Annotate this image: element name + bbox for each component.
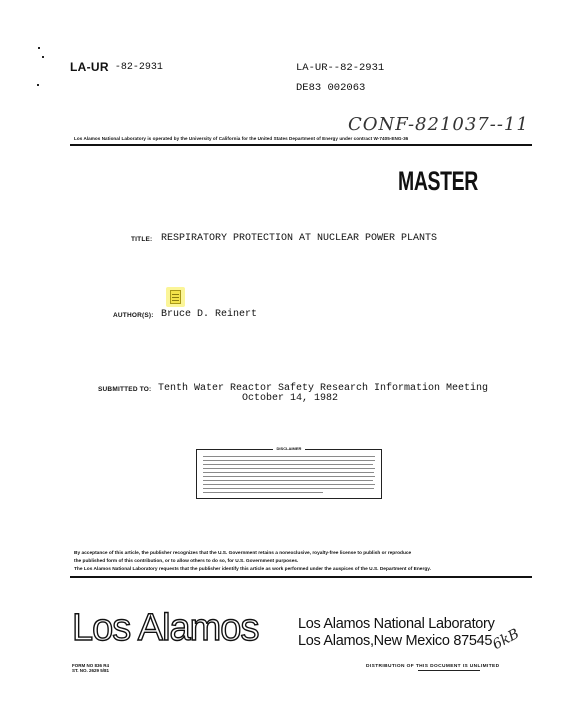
- scan-speck: [37, 84, 39, 86]
- disclaimer-box: [196, 446, 382, 499]
- report-number-left: [70, 60, 163, 74]
- form-number-line: FORM NO 836 R4: [72, 663, 110, 668]
- lab-location: Los Alamos,New Mexico 87545: [298, 633, 493, 649]
- form-number: [72, 663, 109, 673]
- disclaimer-text-line: [203, 480, 373, 481]
- distribution-underline: [418, 670, 480, 671]
- disclaimer-text-line: [203, 464, 373, 465]
- acknowledgement-line: The Los Alamos National Laboratory requests that the publisher identify this article as work performed under the auspices of the U.S. Department of Energy.: [74, 567, 431, 572]
- note-line: [172, 294, 179, 295]
- report-prefix: LA-UR: [70, 60, 109, 74]
- title-label: TITLE:: [131, 236, 153, 243]
- submitted-to-label: SUBMITTED TO:: [98, 386, 152, 393]
- scan-speck: [42, 56, 44, 58]
- disclaimer-text-line: [203, 492, 323, 493]
- acknowledgement-line: By acceptance of this article, the publisher recognizes that the U.S. Government retains a nonexclusive, royalty-free license to publish or reproduce: [74, 551, 412, 556]
- disclaimer-text-line: [203, 488, 374, 489]
- author-value: Bruce D. Reinert: [161, 309, 258, 320]
- acknowledgement-text: [74, 550, 431, 574]
- handwritten-initials: 6kB: [490, 626, 522, 654]
- note-line: [172, 300, 179, 301]
- master-stamp: MASTER: [398, 166, 478, 196]
- disclaimer-text-line: [203, 476, 375, 477]
- submitted-to-venue: Tenth Water Reactor Safety Research Information Meeting: [158, 383, 489, 394]
- note-line: [172, 297, 179, 298]
- submitted-to-date: October 14, 1982: [242, 393, 339, 404]
- disclaimer-title: DISCLAIMER: [197, 446, 381, 451]
- disclaimer-text-line: [203, 472, 374, 473]
- de-number: DE83 002063: [296, 82, 366, 94]
- report-number-right: LA-UR--82-2931: [296, 62, 385, 74]
- acknowledgement-line: the published form of this contribution, or to allow others to do so, for U.S. Government purposes.: [74, 559, 299, 564]
- conf-number-handwritten: CONF-821037--11: [348, 114, 529, 135]
- bottom-divider: [70, 576, 532, 578]
- author-label: AUTHOR(S):: [113, 312, 154, 319]
- disclaimer-text-line: [203, 468, 375, 469]
- operated-by-line: Los Alamos National Laboratory is operated by the University of California for the United States Department of Energy under contract W-7405-ENG-36: [74, 136, 409, 141]
- distribution-statement: DISTRIBUTION OF THIS DOCUMENT IS UNLIMITED: [366, 664, 500, 669]
- disclaimer-text-line: [203, 460, 375, 461]
- scan-speck: [38, 47, 40, 49]
- form-number-line: ST. NO. 2629 5/81: [72, 668, 110, 673]
- top-divider: [70, 144, 532, 146]
- report-number: -82-2931: [114, 62, 163, 73]
- sticky-note-icon[interactable]: [166, 287, 185, 307]
- lab-name: Los Alamos National Laboratory: [298, 616, 495, 632]
- disclaimer-text-line: [203, 456, 375, 457]
- title-value: RESPIRATORY PROTECTION AT NUCLEAR POWER PLANTS: [161, 233, 438, 244]
- los-alamos-logo: Los Alamos: [72, 607, 259, 649]
- disclaimer-text-line: [203, 484, 375, 485]
